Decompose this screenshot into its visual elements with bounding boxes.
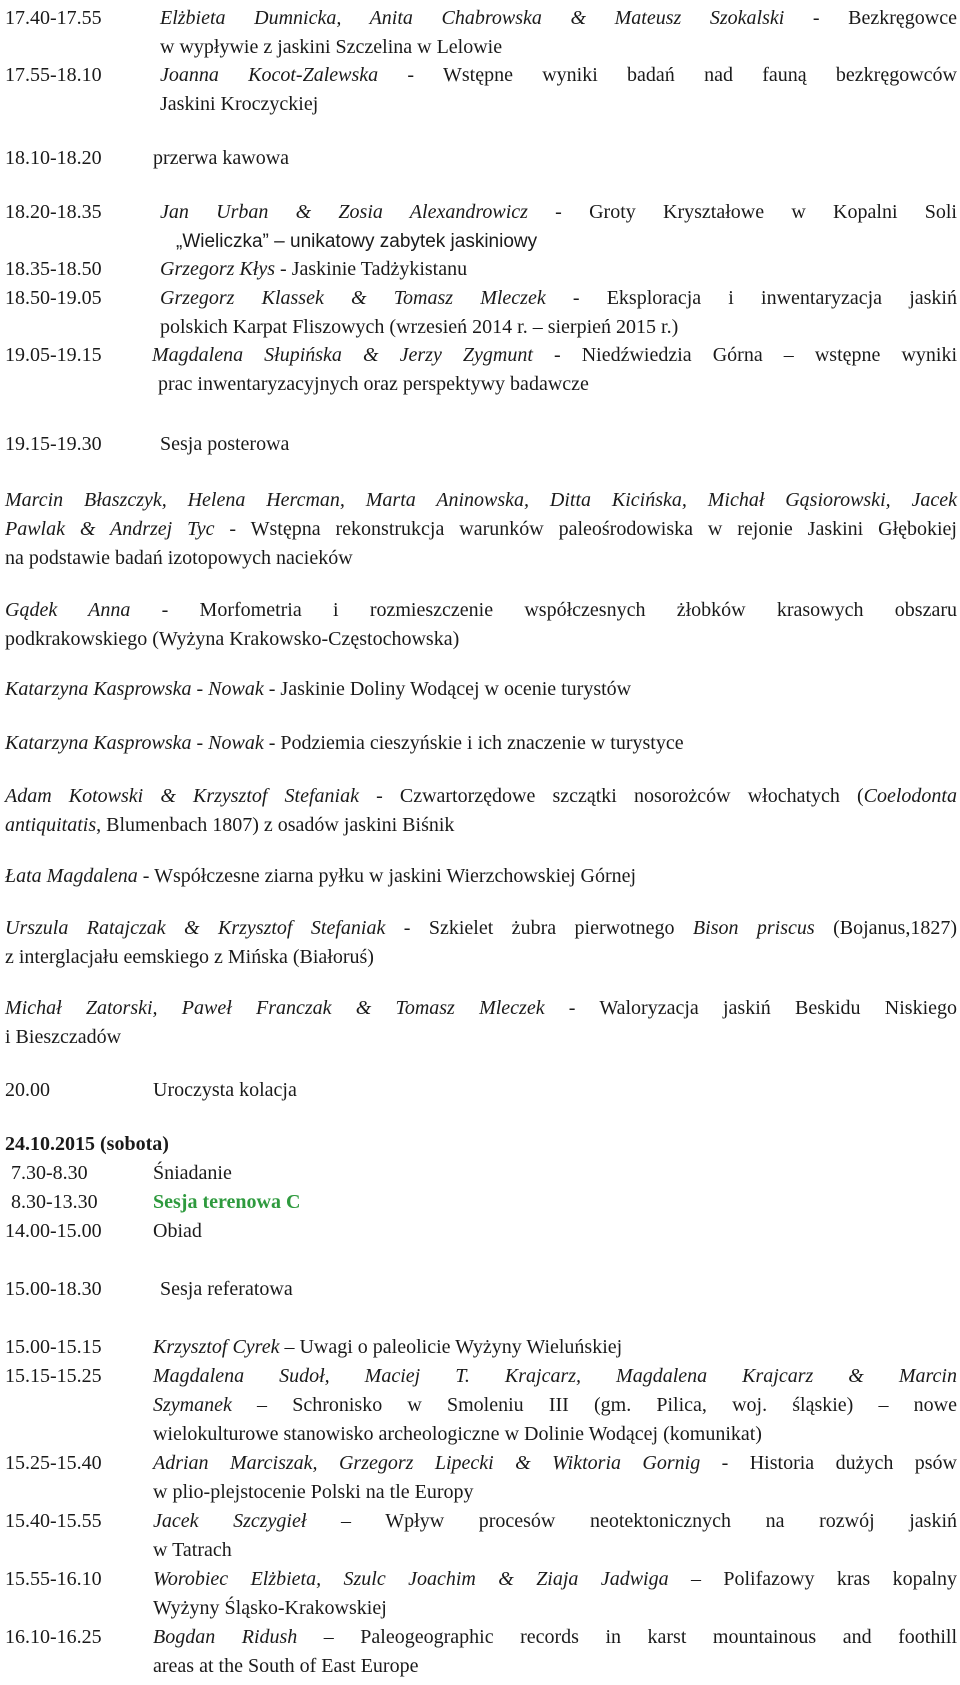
entry-title: Schronisko w Smoleniu III (gm. Pilica, woj. śląskie) – nowe bbox=[292, 1394, 957, 1416]
entry-title: Bezkręgowce bbox=[848, 7, 957, 29]
poster-title: Współczesne ziarna pyłku w jaskini Wierzchowskiej Górnej bbox=[154, 865, 637, 887]
entry-time: 15.15-15.25 bbox=[5, 1365, 102, 1387]
poster-entry: Łata Magdalena - Współczesne ziarna pyłku w jaskini Wierzchowskiej Górnej bbox=[5, 865, 637, 887]
poster-author: Marcin Błaszczyk, Helena Hercman, Marta Aninowska, Ditta Kicińska, Michał Gąsiorowski, Jacek bbox=[5, 489, 957, 511]
entry-title: Wstępne wyniki badań nad fauną bezkręgowców bbox=[442, 64, 957, 86]
poster-author: Gądek Anna bbox=[5, 599, 131, 621]
entry-author: Joanna Kocot-Zalewska bbox=[160, 64, 379, 86]
entry-author: Magdalena Słupińska & Jerzy Zygmunt bbox=[152, 344, 533, 366]
poster-entry: Katarzyna Kasprowska - Nowak - Jaskinie Doliny Wodącej w ocenie turystów bbox=[5, 678, 632, 700]
entry-title: Sesja terenowa C bbox=[153, 1191, 301, 1213]
entry-time: 7.30-8.30 bbox=[11, 1162, 88, 1184]
entry-title: Śniadanie bbox=[153, 1162, 232, 1184]
entry-title: Jaskinie Tadżykistanu bbox=[291, 258, 468, 280]
entry-title: Sesja referatowa bbox=[160, 1278, 293, 1300]
entry-author: Grzegorz Klassek & Tomasz Mleczek bbox=[160, 287, 546, 309]
species-name: Bison priscus bbox=[692, 917, 815, 939]
entry-time: 20.00 bbox=[5, 1079, 50, 1101]
entry-title: Niedźwiedzia Górna – wstępne wyniki bbox=[581, 344, 958, 366]
poster-title: Wstępna rekonstrukcja warunków paleośrodowiska w rejonie Jaskini Głębokiej bbox=[250, 518, 957, 540]
poster-title: Szkielet żubra pierwotnego bbox=[428, 917, 693, 939]
entry-time: 15.00-18.30 bbox=[5, 1278, 102, 1300]
entry-title: Paleogeographic records in karst mountainous and foothill bbox=[360, 1626, 957, 1648]
entry-title: Polifazowy kras kopalny bbox=[723, 1568, 957, 1590]
entry-author: Worobiec Elżbieta, Szulc Joachim & Ziaja Jadwiga bbox=[153, 1568, 669, 1590]
entry-title: Obiad bbox=[153, 1220, 202, 1242]
entry-time: 15.25-15.40 bbox=[5, 1452, 102, 1474]
entry-time: 8.30-13.30 bbox=[11, 1191, 98, 1213]
species-name: Coelodonta bbox=[863, 785, 957, 807]
entry-author: Jacek Szczygieł bbox=[153, 1510, 307, 1532]
entry-time: 18.35-18.50 bbox=[5, 258, 102, 280]
entry-author: Elżbieta Dumnicka, Anita Chabrowska & Mateusz Szokalski bbox=[160, 7, 785, 29]
poster-title: Czwartorzędowe szczątki nosorożców włochatych ( bbox=[399, 785, 864, 807]
entry-time: 17.40-17.55 bbox=[5, 7, 102, 29]
entry-time: 15.00-15.15 bbox=[5, 1336, 102, 1358]
entry-time: 18.10-18.20 bbox=[5, 147, 102, 169]
entry-author: Bogdan Ridush bbox=[153, 1626, 298, 1648]
poster-author: Michał Zatorski, Paweł Franczak & Tomasz Mleczek bbox=[5, 997, 545, 1019]
entry-time: 14.00-15.00 bbox=[5, 1220, 102, 1242]
poster-entry: Michał Zatorski, Paweł Franczak & Tomasz Mleczek - Waloryzacja jaskiń Beskidu Niskiego i Bieszczadów bbox=[5, 997, 958, 1048]
poster-title: Jaskinie Doliny Wodącej w ocenie turystów bbox=[280, 678, 632, 700]
entry-title: Sesja posterowa bbox=[160, 433, 290, 455]
entry-title: Uroczysta kolacja bbox=[153, 1079, 297, 1101]
poster-title: Waloryzacja jaskiń Beskidu Niskiego bbox=[599, 997, 958, 1019]
poster-title: Podziemia cieszyńskie i ich znaczenie w turystyce bbox=[280, 732, 684, 754]
poster-author: Adam Kotowski & Krzysztof Stefaniak bbox=[5, 785, 359, 807]
entry-time: 19.05-19.15 bbox=[5, 344, 102, 366]
poster-author: Łata Magdalena bbox=[5, 865, 138, 887]
entry-author: Grzegorz Kłys bbox=[160, 258, 276, 280]
poster-entry: Gądek Anna - Morfometria i rozmieszczenie współczesnych żłobków krasowych obszaru podkrakowskiego (Wyżyna Krakowsko-Częstochowska) bbox=[5, 599, 957, 650]
entry-time: 16.10-16.25 bbox=[5, 1626, 102, 1648]
entry-author: Adrian Marciszak, Grzegorz Lipecki & Wiktoria Gornig bbox=[153, 1452, 701, 1474]
entry-title: Historia dużych psów bbox=[749, 1452, 957, 1474]
entry-time: 17.55-18.10 bbox=[5, 64, 102, 86]
poster-author: Pawlak & Andrzej Tyc bbox=[5, 518, 215, 540]
entry-author: Magdalena Sudoł, Maciej T. Krajcarz, Magdalena Krajcarz & Marcin bbox=[153, 1365, 957, 1387]
poster-title: Morfometria i rozmieszczenie współczesnych żłobków krasowych obszaru bbox=[199, 599, 957, 621]
entry-title: Wpływ procesów neotektonicznych na rozwój jaskiń bbox=[385, 1510, 958, 1532]
entry-title: Uwagi o paleolicie Wyżyny Wieluńskiej bbox=[299, 1336, 623, 1358]
entry-title: przerwa kawowa bbox=[153, 147, 290, 169]
poster-author: Katarzyna Kasprowska - Nowak bbox=[5, 678, 264, 700]
entry-author: Jan Urban & Zosia Alexandrowicz bbox=[160, 201, 528, 223]
entry-time: 15.40-15.55 bbox=[5, 1510, 102, 1532]
entry-title: Eksploracja i inwentaryzacja jaskiń bbox=[606, 287, 957, 309]
entry-time: 19.15-19.30 bbox=[5, 433, 102, 455]
entry-author: Szymanek bbox=[153, 1394, 232, 1416]
poster-entry: Adam Kotowski & Krzysztof Stefaniak - Czwartorzędowe szczątki nosorożców włochatych (Coelodonta antiquitatis, Blumenbach 1807) z osadów jaskini Biśnik bbox=[5, 785, 957, 836]
entry-time: 18.20-18.35 bbox=[5, 201, 102, 223]
day-heading: 24.10.2015 (sobota) bbox=[5, 1133, 169, 1155]
entry-title: Groty Kryształowe w Kopalni Soli bbox=[589, 201, 957, 223]
poster-entry: Urszula Ratajczak & Krzysztof Stefaniak - Szkielet żubra pierwotnego Bison priscus (Bojanus,1827) z interglacjału eemskiego z Mińska (Białoruś) bbox=[5, 917, 957, 968]
poster-entry: Katarzyna Kasprowska - Nowak - Podziemia cieszyńskie i ich znaczenie w turystyce bbox=[5, 732, 684, 754]
entry-author: Krzysztof Cyrek bbox=[153, 1336, 280, 1358]
poster-author: Urszula Ratajczak & Krzysztof Stefaniak bbox=[5, 917, 386, 939]
poster-entry: Marcin Błaszczyk, Helena Hercman, Marta Aninowska, Ditta Kicińska, Michał Gąsiorowski, Jacek Pawlak & Andrzej Tyc - Wstępna rekonstrukcja warunków paleośrodowiska w rejonie Jaskini Głębokiej na podstawie badań izotopowych nacieków bbox=[5, 489, 957, 569]
species-name: antiquitatis bbox=[5, 814, 97, 836]
poster-author: Katarzyna Kasprowska - Nowak bbox=[5, 732, 264, 754]
entry-time: 18.50-19.05 bbox=[5, 287, 102, 309]
entry-time: 15.55-16.10 bbox=[5, 1568, 102, 1590]
